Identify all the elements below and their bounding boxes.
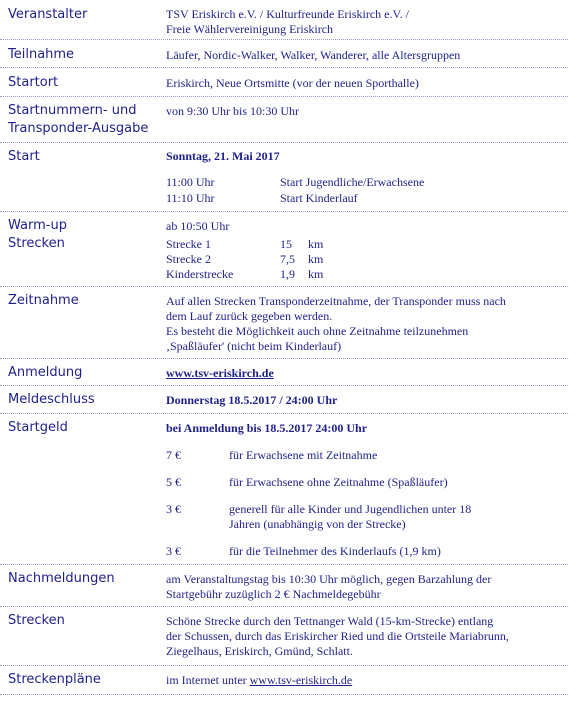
startgeld-heading: bei Anmeldung bis 18.5.2017 24:00 Uhr [166, 421, 368, 435]
label-anmeldung: Anmeldung [8, 365, 83, 380]
anmeldung-link[interactable]: www.tsv-eriskirch.de [166, 366, 274, 380]
strecke-name-1: Strecke 1 [166, 237, 211, 251]
separator [0, 358, 568, 359]
separator [0, 67, 568, 68]
label-startgeld: Startgeld [8, 420, 68, 435]
separator [0, 564, 568, 565]
separator [0, 96, 568, 97]
label-meldeschluss: Meldeschluss [8, 392, 95, 407]
separator [0, 694, 568, 695]
strecken-desc-line2: der Schussen, durch das Eriskircher Ried und die Ortsteile Mariabrunn, [166, 629, 509, 643]
label-startnummern-line2: Transponder-Ausgabe [8, 121, 149, 136]
label-streckenplaene: Streckenpläne [8, 672, 101, 687]
value-startort: Eriskirch, Neue Ortsmitte (vor der neuen Sporthalle) [166, 76, 419, 90]
strecken-desc-line1: Schöne Strecke durch den Tettnanger Wald (15-km-Strecke) entlang [166, 614, 494, 628]
streckenplaene-prefix: im Internet unter [166, 673, 250, 687]
fee-price-3: 3 € [166, 502, 181, 516]
fee-desc-2: für Erwachsene ohne Zeitnahme (Spaßläufer) [229, 475, 448, 489]
start-time-1: 11:00 Uhr [166, 175, 215, 189]
label-teilnahme: Teilnahme [8, 47, 75, 62]
label-strecken-beschreibung: Strecken [8, 613, 65, 628]
label-warmup: Warm-up [8, 218, 67, 233]
separator [0, 211, 568, 212]
value-startnummern: von 9:30 Uhr bis 10:30 Uhr [166, 104, 299, 118]
label-startnummern-line1: Startnummern- und [8, 103, 137, 118]
fee-desc-3-line1: generell für alle Kinder und Jugendlichen unter 18 [229, 502, 472, 516]
value-meldeschluss: Donnerstag 18.5.2017 / 24:00 Uhr [166, 393, 338, 407]
value-veranstalter-line1: TSV Eriskirch e.V. / Kulturfreunde Eriskirch e.V. / [166, 7, 409, 21]
label-veranstalter: Veranstalter [8, 7, 88, 22]
zeitnahme-line2: dem Lauf zurück gegeben werden. [166, 309, 333, 323]
zeitnahme-line4: ‚Spaßläufer' (nicht beim Kinderlauf) [166, 339, 342, 353]
nachmeldungen-line1: am Veranstaltungstag bis 10:30 Uhr möglich, gegen Barzahlung der [166, 572, 492, 586]
start-desc-1: Start Jugendliche/Erwachsene [280, 175, 425, 189]
streckenplaene-value [166, 673, 352, 688]
label-strecken: Strecken [8, 236, 65, 251]
value-veranstalter-line2: Freie Wählervereinigung Eriskirch [166, 22, 334, 36]
strecke-name-3: Kinderstrecke [166, 267, 234, 281]
start-desc-2: Start Kinderlauf [280, 191, 358, 205]
strecke-name-2: Strecke 2 [166, 252, 211, 266]
value-warmup: ab 10:50 Uhr [166, 219, 230, 233]
fee-desc-1: für Erwachsene mit Zeitnahme [229, 448, 378, 462]
label-start: Start [8, 149, 40, 164]
fee-desc-4: für die Teilnehmer des Kinderlaufs (1,9 km) [229, 544, 441, 558]
strecke-dist-2: 7,5 [280, 252, 295, 266]
separator [0, 385, 568, 386]
separator [0, 413, 568, 414]
strecken-desc-line3: Ziegelhaus, Eriskirch, Gmünd, Schlatt. [166, 644, 353, 658]
strecke-unit-3: km [308, 267, 324, 281]
separator [0, 606, 568, 607]
streckenplaene-link[interactable]: www.tsv-eriskirch.de [249, 673, 353, 687]
label-startort: Startort [8, 75, 59, 90]
separator [0, 39, 568, 40]
value-start-date: Sonntag, 21. Mai 2017 [166, 149, 280, 163]
zeitnahme-line3: Es besteht die Möglichkeit auch ohne Zeitnahme teilzunehmen [166, 324, 469, 338]
separator [0, 665, 568, 666]
zeitnahme-line1: Auf allen Strecken Transponderzeitnahme, der Transponder muss nach [166, 294, 506, 308]
separator [0, 142, 568, 143]
value-teilnahme: Läufer, Nordic-Walker, Walker, Wanderer, alle Altersgruppen [166, 48, 461, 62]
strecke-dist-3: 1,9 [280, 267, 295, 281]
start-time-2: 11:10 Uhr [166, 191, 215, 205]
strecke-dist-1: 15 [280, 237, 292, 251]
fee-price-1: 7 € [166, 448, 181, 462]
nachmeldungen-line2: Startgebühr zuzüglich 2 € Nachmeldegebühr [166, 587, 381, 601]
fee-price-2: 5 € [166, 475, 181, 489]
strecke-unit-2: km [308, 252, 324, 266]
label-zeitnahme: Zeitnahme [8, 293, 79, 308]
strecke-unit-1: km [308, 237, 324, 251]
fee-desc-3-line2: Jahren (unabhängig von der Strecke) [229, 517, 406, 531]
fee-price-4: 3 € [166, 544, 181, 558]
separator [0, 286, 568, 287]
label-nachmeldungen: Nachmeldungen [8, 571, 115, 586]
